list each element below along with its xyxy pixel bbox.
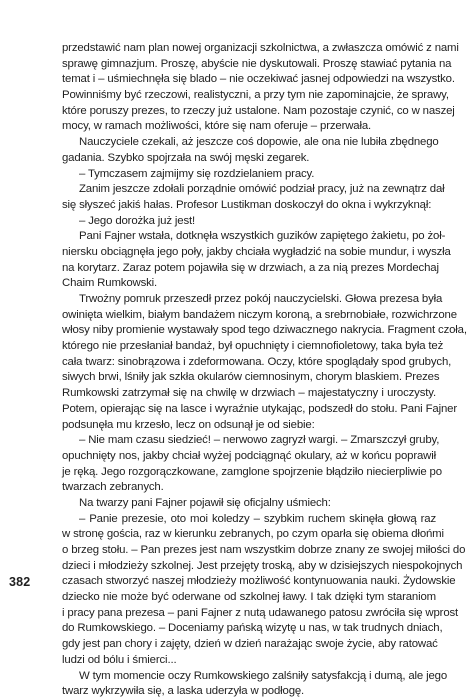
text-line: Trwożny pomruk przeszedł przez pokój nauczycielski. Głowa prezesa była: [79, 293, 443, 305]
text-line: Chaim Rumkowski.: [62, 277, 158, 290]
page-number: 382: [9, 575, 31, 589]
text-line: – Jego dorożka już jest!: [79, 214, 196, 227]
text-line: W tym momencie oczy Rumkowskiego zalśniły satysfakcją i dumą, ale jego: [79, 669, 448, 682]
text-line: czasach stworzyć naszej młodzieży możliwość kontynuowania nauki. Żydowskie: [62, 575, 456, 588]
text-line: siwych brwi, lśniły jak szkła okularów ciemnosinym, chorym blaskiem. Prezes: [62, 371, 440, 384]
text-line: w stronę gościa, raz w kierunku zebranych, po czym oparła się obiema dłońmi: [62, 528, 444, 541]
text-line: – Tymczasem zajmijmy się rozdzielaniem pracy.: [79, 167, 315, 180]
text-line: Potem, opierając się na lasce i wyraźnie utykając, podszedł do stołu. Pani Fajner: [62, 402, 457, 415]
text-line: dzieci i młodzieży szkolnej. Jest przejęty troską, aby w dzisiejszych niespokojnych: [62, 559, 463, 572]
body-text: [62, 41, 467, 700]
text-line: niersku obciągnęła jego poły, jakby chciała wygładzić na sobie mundur, i wyszła: [62, 245, 451, 258]
text-line: do Rumkowskiego. – Doceniamy pańską wizytę u nas, w tak trudnych dniach,: [62, 622, 443, 635]
text-line: – Nie mam czasu siedzieć! – nerwowo zagryzł wargi. – Zmarszczył gruby,: [79, 434, 440, 447]
text-line: mocy, w ramach możliwości, które się nam oferuje – przerwała.: [62, 120, 372, 133]
text-line: o brzeg stołu. – Pan prezes jest nam wszystkim dobrze znany ze swojej miłości do: [62, 544, 466, 556]
text-line: gdy jest pan chory i zajęty, dzień w dzień narażając swoje życie, aby ratować: [62, 638, 438, 651]
text-line: na korytarz. Zaraz potem pojawiła się w drzwiach, a za nią prezes Mordechaj: [62, 261, 439, 274]
text-line: je ręką. Jego rozgorączkowane, zamglone spojrzenie błądziło niecierpliwie po: [62, 465, 442, 478]
text-line: twarzach zebranych.: [62, 481, 164, 494]
text-line: sprawę gimnazjum. Proszę, abyście nie dyskutowali. Proszę stawiać pytania na: [62, 57, 452, 70]
text-line: cała twarz: sinobrązowa i zdeformowana. Oczy, które spoglądały spod grubych,: [62, 355, 452, 368]
text-line: się słyszeć jakiś hałas. Profesor Lustikman doskoczył do okna i wykrzyknął:: [62, 198, 432, 211]
text-line: które poruszy prezes, to rzeczy już ustalone. Nam pozostaje czynić, co w naszej: [62, 104, 455, 117]
text-line: Pani Fajner wstała, dotknęła wszystkich guzików zapiętego żakietu, po żoł-: [79, 230, 446, 243]
text-line: Zanim jeszcze zdołali porządnie omówić podział pracy, już na zewnątrz dał: [79, 183, 445, 196]
text-line: ludzi od bólu i śmierci...: [62, 653, 177, 666]
text-line: którego nie przesłaniał bandaż, był opuchnięty i ciemnofioletowy, taka była też: [62, 340, 444, 353]
text-line: i pracy pana prezesa – pani Fajner z nutą udawanego patosu zwróciła się wprost: [62, 606, 459, 619]
text-line: – Panie prezesie, oto moi koledzy – szybkim ruchem skinęła głową raz: [79, 512, 436, 525]
text-line: gadania. Szybko spojrzała na swój męski zegarek.: [62, 151, 310, 164]
text-line: opuchnięty nos, jakby chciał wyżej podciągnąć okulary, aż w końcu poprawił: [62, 449, 436, 462]
text-line: Powinniśmy być rzeczowi, realistyczni, a przy tym nie zapominajcie, że sprawy,: [62, 89, 449, 102]
text-line: przedstawić nam plan nowej organizacji szkolnictwa, a zwłaszcza omówić z nami: [62, 42, 459, 54]
text-line: Nauczyciele czekali, aż jeszcze coś dopowie, ale ona nie lubiła zbędnego: [79, 136, 439, 149]
text-line: włosy niby promienie wystawały spod tego dziwacznego nakrycia. Fragment czoła,: [62, 324, 467, 337]
text-line: Na twarzy pani Fajner pojawił się oficjalny uśmiech:: [79, 496, 331, 509]
text-line: temat i – uśmiechnęła się blado – nie oczekiwać jasnej odpowiedzi na wszystko.: [62, 73, 455, 86]
text-line: dziecko nie może być oderwane od szkolnej ławy. I tak dzięki tym staraniom: [62, 591, 436, 604]
text-line: owinięta wielkim, białym bandażem niczym koroną, a srebrnobiałe, rozwichrzone: [62, 308, 457, 321]
text-line: twarz wykrzywiła się, a laska uderzyła w podłogę.: [62, 685, 305, 698]
text-line: podsunęła mu krzesło, lecz on odsunął je od siebie:: [62, 418, 315, 431]
text-line: Rumkowski zatrzymał się na chwilę w drzwiach – majestatyczny i uroczysty.: [62, 387, 436, 400]
